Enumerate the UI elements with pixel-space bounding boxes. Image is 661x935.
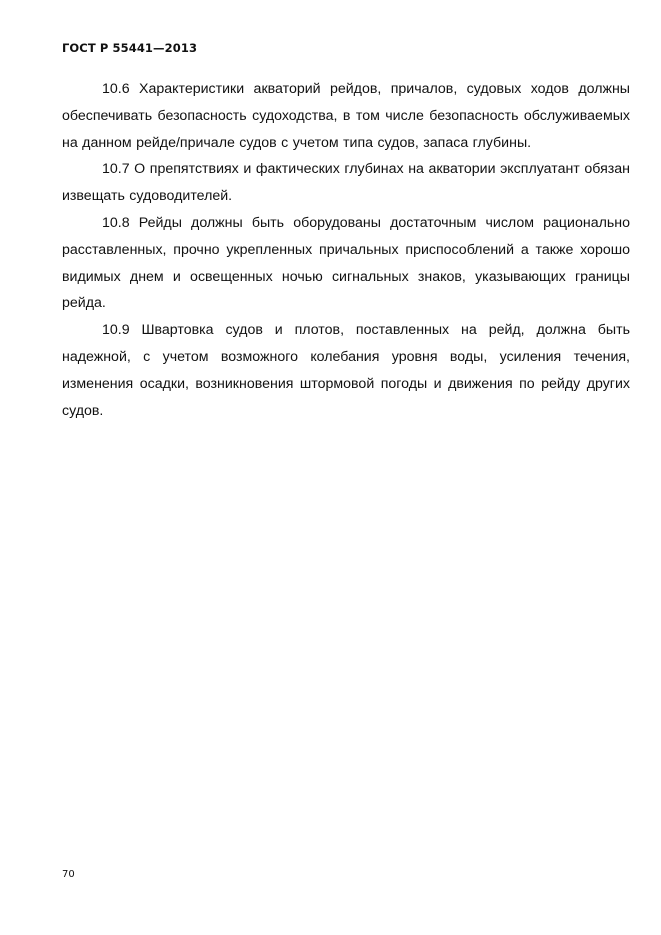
document-body — [62, 76, 630, 424]
paragraph-10-8: 10.8 Рейды должны быть оборудованы достаточным числом рационально расставленных, прочно укрепленных причальных приспособлений а также хорошо видимых днем и освещенных ночью сигнальных знаков, указывающих границы рейда. — [62, 214, 630, 312]
paragraph-10-6: 10.6 Характеристики акваторий рейдов, причалов, судовых ходов должны обеспечивать безопасность судоходства, в том числе безопасность обслуживаемых на данном рейде/причале судов с учетом типа судов, запаса глубины. — [62, 81, 630, 151]
page-number: 70 — [62, 869, 75, 880]
paragraph-10-9: 10.9 Швартовка судов и плотов, поставленных на рейд, должна быть надежной, с учетом возможного колебания уровня воды, усиления течения, изменения осадки, возникновения штормовой погоды и движения по рейду других судов. — [62, 322, 630, 419]
paragraph-10-7: 10.7 О препятствиях и фактических глубинах на акватории эксплуатант обязан извещать судоводителей. — [62, 161, 630, 205]
standard-header: ГОСТ Р 55441—2013 — [62, 41, 198, 55]
